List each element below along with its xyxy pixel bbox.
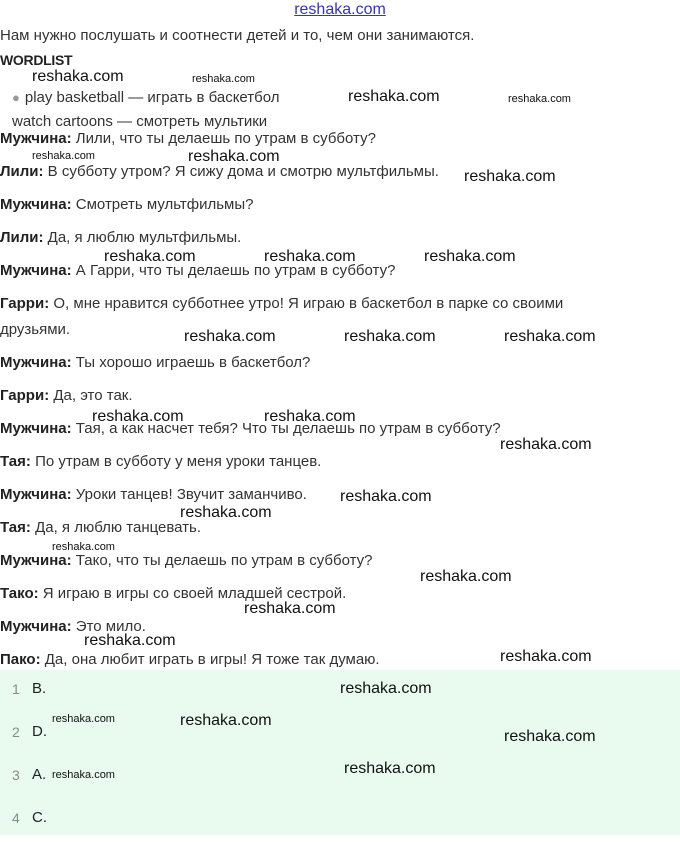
watermark: reshaka.com — [192, 73, 255, 85]
speech-text: О, мне нравится субботнее утро! Я играю в баскетбол в парке со своими — [53, 295, 564, 312]
speech-text: Тако, что ты делаешь по утрам в субботу? — [75, 552, 373, 569]
dialogue-line — [0, 130, 376, 147]
speaker-name: Лили: — [0, 229, 44, 246]
watermark: reshaka.com — [500, 436, 592, 453]
watermark: reshaka.com — [500, 648, 592, 665]
watermark: reshaka.com — [180, 712, 272, 729]
watermark: reshaka.com — [104, 248, 196, 265]
answer-letter: D. — [32, 723, 47, 740]
answer-number: 3 — [12, 767, 20, 783]
watermark: reshaka.com — [504, 328, 596, 345]
speaker-name: Пако: — [0, 651, 41, 668]
watermark: reshaka.com — [84, 632, 176, 649]
wordlist-item — [12, 113, 267, 130]
answer-row — [0, 799, 680, 842]
dialogue-line-continuation — [0, 321, 70, 338]
speaker-name: Мужчина: — [0, 552, 72, 569]
speech-text: Я играю в игры со своей младшей сестрой. — [42, 585, 347, 602]
speech-text: В субботу утром? Я сижу дома и смотрю мультфильмы. — [47, 163, 439, 180]
speech-text: Да, я люблю танцевать. — [35, 519, 202, 536]
watermark: reshaka.com — [264, 408, 356, 425]
speaker-name: Тая: — [0, 519, 31, 536]
dialogue-line — [0, 354, 310, 371]
speech-text: Уроки танцев! Звучит заманчиво. — [75, 486, 307, 503]
wordlist-item — [12, 89, 280, 106]
answer-letter: C. — [32, 809, 47, 826]
dialogue-line — [0, 229, 241, 246]
speaker-name: Тако: — [0, 585, 39, 602]
answer-letter: B. — [32, 680, 47, 697]
watermark: reshaka.com — [344, 760, 436, 777]
watermark: reshaka.com — [420, 568, 512, 585]
watermark: reshaka.com — [508, 93, 571, 105]
answer-letter: A. — [32, 766, 47, 783]
watermark: reshaka.com — [340, 488, 432, 505]
speaker-name: Мужчина: — [0, 354, 72, 371]
dialogue-line — [0, 651, 380, 668]
watermark: reshaka.com — [264, 248, 356, 265]
answer-number: 2 — [12, 724, 20, 740]
speech-text: А Гарри, что ты делаешь по утрам в субботу? — [75, 262, 396, 279]
speech-text: Да, это так. — [53, 387, 133, 404]
watermark: reshaka.com — [92, 408, 184, 425]
speech-text: друзьями. — [0, 321, 71, 338]
speaker-name: Лили: — [0, 163, 44, 180]
wordlist-item-text: play basketball — играть в баскетбол — [24, 89, 280, 106]
speaker-name: Гарри: — [0, 387, 50, 404]
speech-text: Да, я люблю мультфильмы. — [47, 229, 242, 246]
watermark: reshaka.com — [244, 600, 336, 617]
watermark: reshaka.com — [424, 248, 516, 265]
watermark: reshaka.com — [348, 88, 440, 105]
wordlist-heading: WORDLIST — [0, 52, 73, 68]
watermark: reshaka.com — [52, 541, 115, 553]
speaker-name: Мужчина: — [0, 262, 72, 279]
speech-text: Ты хорошо играешь в баскетбол? — [75, 354, 311, 371]
speaker-name: Мужчина: — [0, 196, 72, 213]
speaker-name: Тая: — [0, 453, 31, 470]
dialogue-line — [0, 486, 307, 503]
watermark: reshaka.com — [32, 150, 95, 162]
speaker-name: Мужчина: — [0, 618, 72, 635]
dialogue-line — [0, 519, 201, 536]
wordlist-clipped-area — [0, 110, 680, 130]
speech-text: Лили, что ты делаешь по утрам в субботу? — [75, 130, 376, 147]
speaker-name: Гарри: — [0, 295, 50, 312]
speech-text: Это мило. — [75, 618, 146, 635]
speech-text: По утрам в субботу у меня уроки танцев. — [35, 453, 322, 470]
wordlist-item-text: watch cartoons — смотреть мультики — [12, 113, 268, 130]
dialogue-line — [0, 196, 254, 213]
watermark: reshaka.com — [188, 148, 280, 165]
watermark: reshaka.com — [32, 68, 124, 85]
speech-text: Смотреть мультфильмы? — [75, 196, 254, 213]
speaker-name: Мужчина: — [0, 486, 72, 503]
watermark: reshaka.com — [52, 713, 115, 725]
answer-number: 4 — [12, 810, 20, 826]
speaker-name: Мужчина: — [0, 420, 72, 437]
task-intro: Нам нужно послушать и соотнести детей и то, чем они занимаются. — [0, 27, 475, 44]
speech-text: Да, она любит играть в игры! Я тоже так думаю. — [44, 651, 380, 668]
answer-number: 1 — [12, 681, 20, 697]
watermark: reshaka.com — [180, 504, 272, 521]
watermark: reshaka.com — [340, 680, 432, 697]
speaker-name: Мужчина: — [0, 130, 72, 147]
dialogue-line — [0, 295, 563, 312]
dialogue-line — [0, 453, 321, 470]
speech-text: Тая, а как насчет тебя? Что ты делаешь по утрам в субботу? — [75, 420, 501, 437]
watermark: reshaka.com — [184, 328, 276, 345]
watermark: reshaka.com — [464, 168, 556, 185]
watermark: reshaka.com — [504, 728, 596, 745]
site-header[interactable]: reshaka.com — [294, 1, 386, 18]
watermark: reshaka.com — [52, 769, 115, 781]
dialogue-line — [0, 387, 133, 404]
watermark: reshaka.com — [344, 328, 436, 345]
dialogue-line — [0, 420, 501, 437]
bullet-icon: ● — [12, 90, 20, 105]
dialogue-line — [0, 552, 372, 569]
